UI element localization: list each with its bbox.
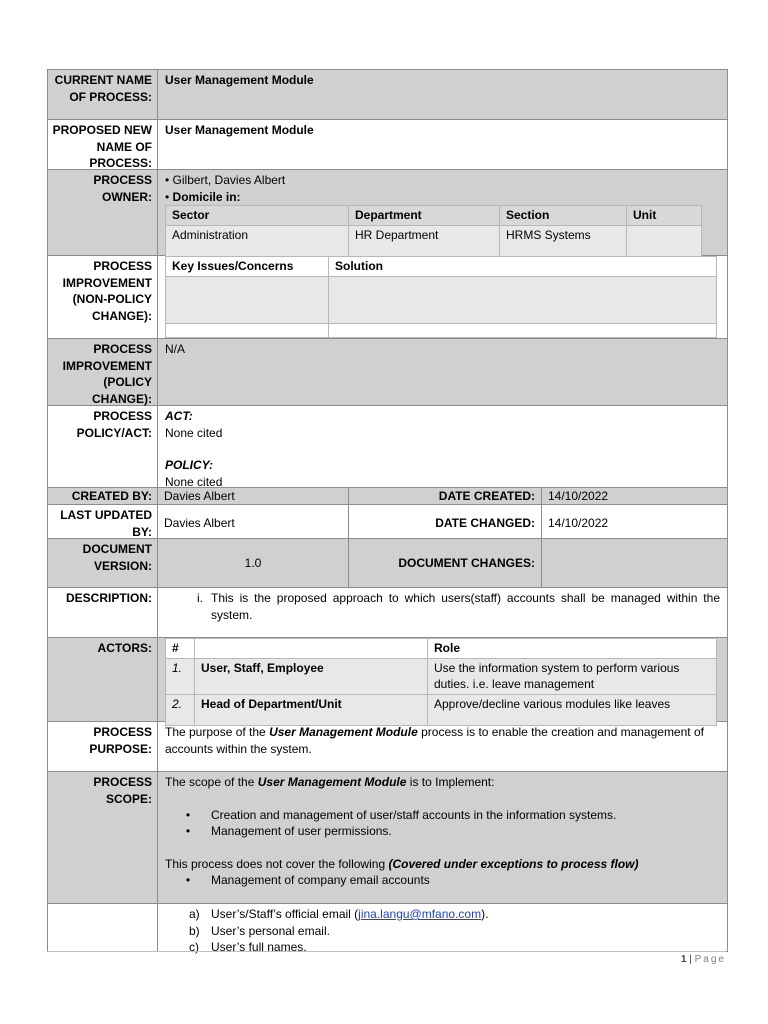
col-header: Department xyxy=(349,206,500,226)
table-cell xyxy=(627,225,702,257)
scope-text: is to Implement: xyxy=(406,775,495,789)
scope-intro xyxy=(165,774,720,791)
description-text: This is the proposed approach to which users(staff) accounts shall be managed within the system. xyxy=(211,591,720,622)
table-cell xyxy=(166,276,329,323)
col-header: Unit xyxy=(627,206,702,226)
created-by-row xyxy=(48,488,727,505)
owner-name: Gilbert, Davies Albert xyxy=(172,173,286,187)
current-name-row xyxy=(48,70,727,120)
list-item xyxy=(165,872,720,889)
document-version-row xyxy=(48,539,727,588)
row-label: CURRENT NAME OF PROCESS: xyxy=(48,70,158,119)
page-number: 1 xyxy=(680,954,687,965)
domicile-table xyxy=(165,205,702,258)
row-label: DESCRIPTION: xyxy=(48,588,158,637)
policy-value: None cited xyxy=(165,474,223,489)
process-scope-row xyxy=(48,772,727,904)
row-label: PROPOSED NEW NAME OF PROCESS: xyxy=(48,120,158,169)
col-header: Key Issues/Concerns xyxy=(166,257,329,277)
document-changes-value xyxy=(542,539,727,587)
field-text: ). xyxy=(481,907,489,921)
date-changed-label: DATE CHANGED: xyxy=(349,505,542,538)
scope-emphasis: User Management Module xyxy=(257,775,407,789)
act-label: ACT: xyxy=(165,409,193,423)
table-cell xyxy=(329,276,717,323)
actor-role: Approve/decline various modules like leaves xyxy=(428,694,717,725)
list-marker: i. xyxy=(197,591,203,605)
list-marker: c) xyxy=(189,940,199,954)
actor-num: 1. xyxy=(166,658,195,694)
page-footer xyxy=(47,951,726,965)
list-item xyxy=(165,823,720,840)
row-label: PROCESS IMPROVEMENT (POLICY CHANGE): xyxy=(48,339,158,405)
row-value xyxy=(158,406,727,487)
bullet: • xyxy=(185,824,191,838)
created-by-value: Davies Albert xyxy=(158,488,349,504)
list-item xyxy=(165,906,720,923)
col-header: # xyxy=(166,639,195,659)
proposed-name-row xyxy=(48,120,727,170)
row-value xyxy=(158,904,727,954)
bullet: • xyxy=(185,807,191,822)
list-marker: b) xyxy=(189,923,200,938)
field-text: User’s/Staff’s official email ( xyxy=(211,907,359,921)
table-cell: Administration xyxy=(166,225,349,257)
domicile-label: Domicile in: xyxy=(172,189,241,204)
row-label: PROCESS IMPROVEMENT (NON-POLICY CHANGE): xyxy=(48,256,158,338)
page-word: Page xyxy=(694,954,726,965)
policy-act-row xyxy=(48,406,727,488)
description-row xyxy=(48,588,727,638)
process-purpose-row xyxy=(48,722,727,772)
row-label: LAST UPDATED BY: xyxy=(48,505,158,538)
purpose-text: process is to enable the creation and management of accounts within the system. xyxy=(165,725,704,756)
col-header: Section xyxy=(500,206,627,226)
owner-line: • Gilbert, Davies Albert xyxy=(165,173,286,187)
table-cell xyxy=(166,323,329,337)
field-text: User’s personal email. xyxy=(211,923,330,938)
row-value: User Management Module xyxy=(165,123,314,137)
row-label: PROCESS OWNER: xyxy=(48,170,158,255)
actor-role: Use the information system to perform various duties. i.e. leave management xyxy=(428,658,717,694)
row-label: PROCESS SCOPE: xyxy=(48,772,158,903)
version-value: 1.0 xyxy=(158,539,349,587)
row-label: PROCESS PURPOSE: xyxy=(48,722,158,771)
domicile-line: • Domicile in: xyxy=(165,189,241,204)
policy-label: POLICY: xyxy=(165,458,214,472)
actors-row xyxy=(48,638,727,722)
col-header: Solution xyxy=(329,257,717,277)
row-value xyxy=(158,256,727,338)
row-label xyxy=(48,904,158,951)
row-value: User Management Module xyxy=(165,73,314,87)
improvement-policy-row xyxy=(48,339,727,406)
row-value xyxy=(158,772,727,903)
issues-table xyxy=(165,256,717,338)
field-text: User’s full names. xyxy=(211,940,307,954)
date-created-value: 14/10/2022 xyxy=(548,489,609,503)
purpose-text: The purpose of the xyxy=(165,725,270,739)
actor-num: 2. xyxy=(166,694,195,725)
row-value: N/A xyxy=(165,342,186,356)
row-value xyxy=(158,588,727,637)
actor-name: Head of Department/Unit xyxy=(195,694,428,725)
list-marker: a) xyxy=(189,907,200,921)
row-label: PROCESS POLICY/ACT: xyxy=(48,406,158,487)
col-header: Role xyxy=(428,639,717,659)
table-cell: HRMS Systems xyxy=(500,225,627,257)
bullet-text: Creation and management of user/staff accounts in the information systems. xyxy=(211,807,617,822)
date-created-label: DATE CREATED: xyxy=(349,488,542,504)
process-owner-row xyxy=(48,170,727,256)
scope-text: The scope of the xyxy=(165,775,258,789)
fields-row xyxy=(48,904,727,954)
document-changes-label: DOCUMENT CHANGES: xyxy=(349,539,542,587)
exclusion-intro xyxy=(165,856,720,873)
list-item xyxy=(165,923,720,940)
table-cell: HR Department xyxy=(349,225,500,257)
updated-by-value: Davies Albert xyxy=(158,505,349,538)
row-value xyxy=(158,722,727,771)
row-label: ACTORS: xyxy=(48,638,158,721)
row-label: CREATED BY: xyxy=(48,488,158,504)
exclusion-emphasis: (Covered under exceptions to process flow) xyxy=(388,856,639,871)
improvement-nonpolicy-row xyxy=(48,256,727,339)
list-item xyxy=(165,807,720,824)
row-value xyxy=(158,170,727,255)
process-document-table xyxy=(47,69,728,952)
actors-table xyxy=(165,638,717,726)
row-label: DOCUMENT VERSION: xyxy=(48,539,158,587)
act-value: None cited xyxy=(165,425,223,440)
last-updated-row xyxy=(48,505,727,539)
row-value xyxy=(158,638,727,721)
email-link[interactable]: jina.langu@mfano.com xyxy=(358,907,482,921)
bullet-text: Management of user permissions. xyxy=(211,824,392,838)
page-separator: | xyxy=(689,954,692,965)
actor-name: User, Staff, Employee xyxy=(195,658,428,694)
bullet-text: Management of company email accounts xyxy=(211,873,430,887)
bullet: • xyxy=(185,873,191,887)
table-cell xyxy=(329,323,717,337)
purpose-emphasis: User Management Module xyxy=(269,725,418,739)
exclusion-text: This process does not cover the following xyxy=(165,856,389,871)
date-changed-value: 14/10/2022 xyxy=(548,516,609,530)
col-header: Sector xyxy=(166,206,349,226)
